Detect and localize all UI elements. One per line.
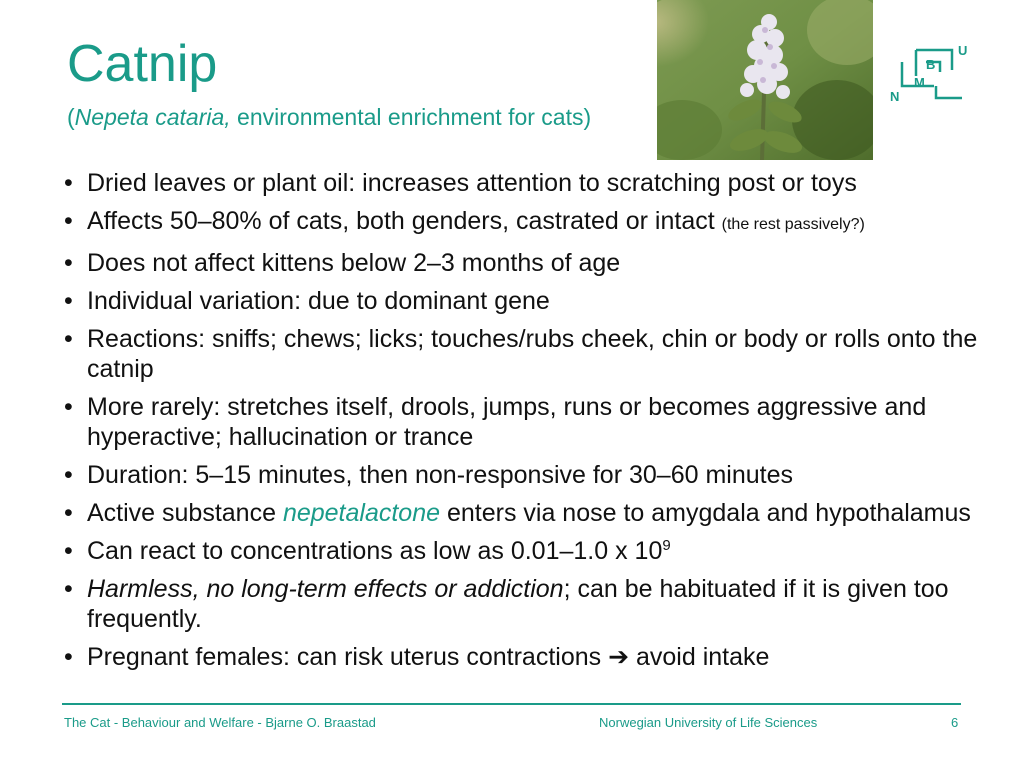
bullet-item bbox=[60, 574, 995, 634]
footer-university-name: Norwegian University of Life Sciences bbox=[599, 715, 818, 730]
footer-divider bbox=[62, 703, 961, 705]
bullet-note: (the rest passively?) bbox=[721, 216, 865, 233]
bullet-italic-text: Harmless, no long-term effects or addiction bbox=[87, 575, 564, 603]
bullet-text: Pregnant females: can risk uterus contractions bbox=[87, 643, 609, 671]
bullet-text: Affects 50–80% of cats, both genders, castrated or intact bbox=[87, 207, 715, 235]
exponent: 9 bbox=[662, 537, 671, 554]
bullet-text: Does not affect kittens below 2–3 months of age bbox=[87, 249, 621, 277]
bullet-text: Can react to concentrations as low as 0.01–1.0 x 10 bbox=[87, 537, 663, 565]
highlight-term: nepetalactone bbox=[282, 499, 441, 527]
page-number: 6 bbox=[951, 715, 959, 730]
bullet-text: avoid intake bbox=[629, 643, 770, 671]
bullet-item bbox=[60, 248, 995, 278]
university-logo bbox=[888, 40, 972, 108]
bullet-item bbox=[60, 206, 995, 240]
bullet-text: Individual variation: due to dominant gene bbox=[87, 287, 550, 315]
logo-letter-b: B bbox=[926, 57, 936, 72]
subtitle-open-paren: ( bbox=[67, 104, 75, 130]
bullet-item bbox=[60, 392, 995, 452]
logo-letter-m: M bbox=[914, 75, 925, 90]
bullet-text: ; can be habituated if it is given too frequently. bbox=[87, 575, 949, 633]
bullet-list bbox=[60, 168, 995, 680]
bullet-item bbox=[60, 536, 995, 566]
bullet-item bbox=[60, 168, 995, 198]
bullet-text: enters via nose to amygdala and hypothalamus bbox=[440, 499, 971, 527]
slide-title: Catnip bbox=[67, 35, 218, 93]
bullet-item bbox=[60, 642, 995, 672]
subtitle-rest: environmental enrichment for cats) bbox=[230, 104, 592, 130]
bullet-text: More rarely: stretches itself, drools, jumps, runs or becomes aggressive and hyperactive; hallucination or trance bbox=[87, 393, 927, 451]
footer-left-text: The Cat - Behaviour and Welfare - Bjarne O. Braastad bbox=[64, 715, 376, 730]
bullet-item bbox=[60, 498, 995, 528]
bullet-text: Duration: 5–15 minutes, then non-responsive for 30–60 minutes bbox=[87, 461, 793, 489]
catnip-photo bbox=[657, 0, 873, 160]
slide-subtitle bbox=[67, 104, 591, 131]
logo-letter-u: U bbox=[958, 43, 968, 58]
arrow-icon: ➔ bbox=[608, 643, 630, 671]
bullet-item bbox=[60, 460, 995, 490]
bullet-item bbox=[60, 286, 995, 316]
logo-letter-n: N bbox=[890, 89, 900, 104]
bullet-item bbox=[60, 324, 995, 384]
subtitle-latin-name: Nepeta cataria, bbox=[74, 104, 231, 130]
bullet-text: Reactions: sniffs; chews; licks; touches/rubs cheek, chin or body or rolls onto the catnip bbox=[87, 325, 978, 383]
bullet-text: Dried leaves or plant oil: increases attention to scratching post or toys bbox=[87, 169, 857, 197]
bullet-text: Active substance bbox=[87, 499, 283, 527]
